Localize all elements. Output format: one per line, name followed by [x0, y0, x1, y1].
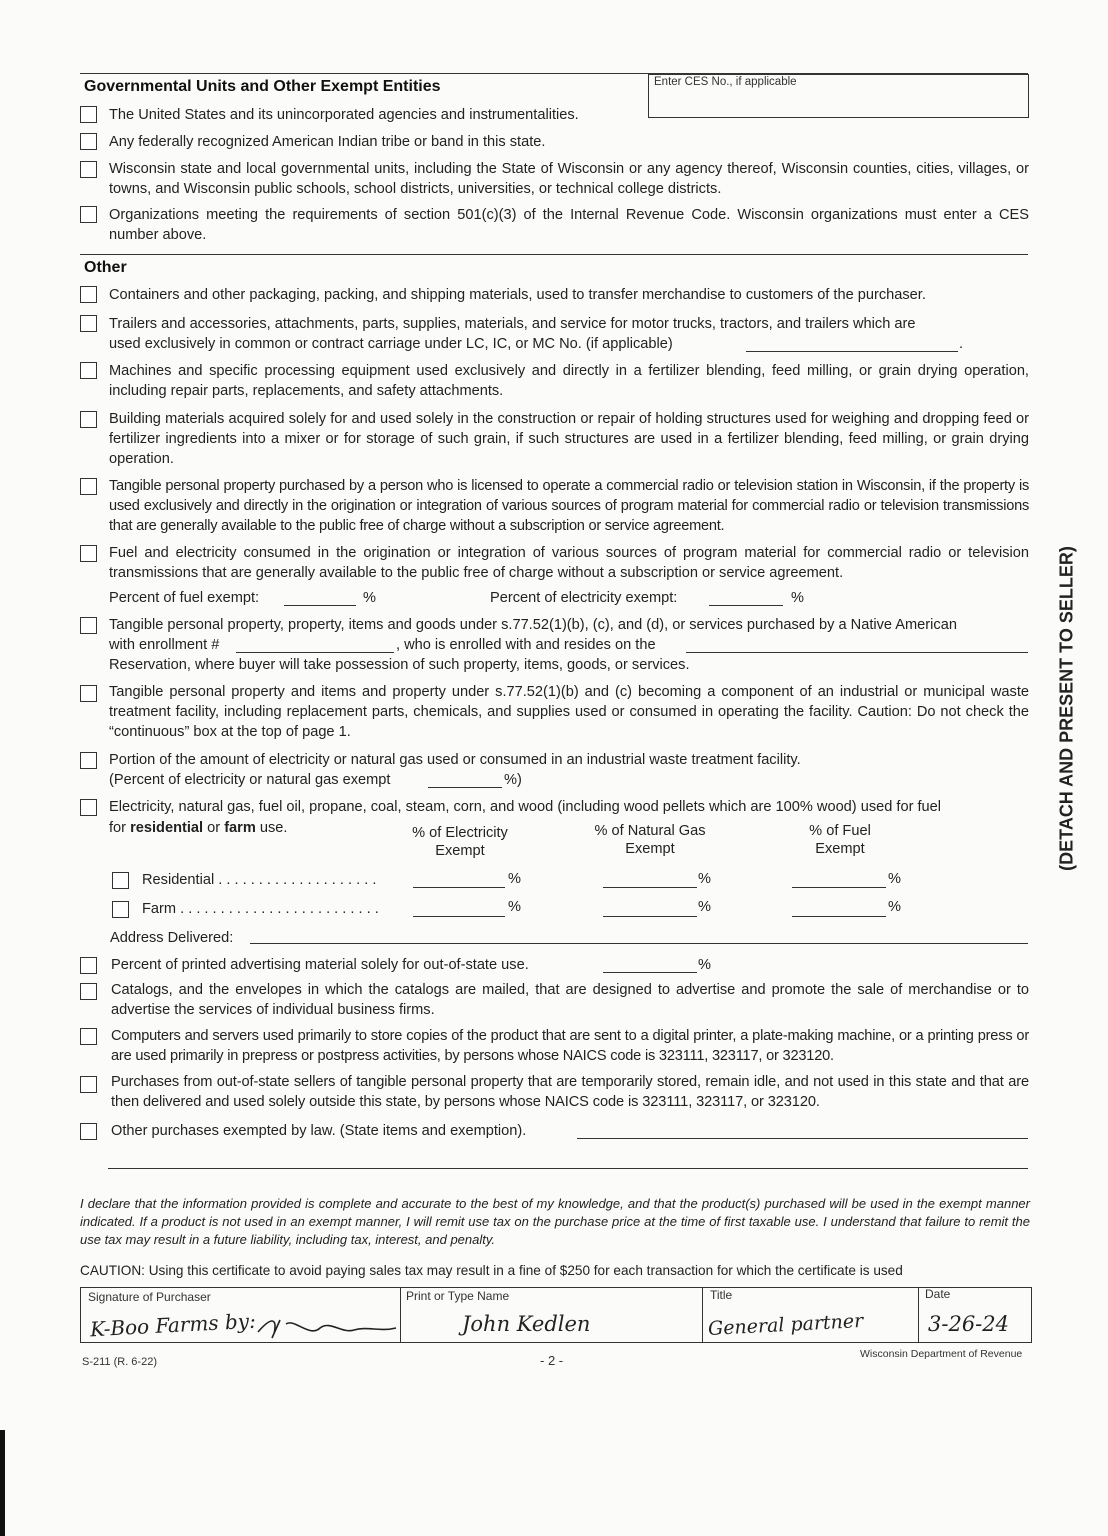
signature-scribble	[250, 1310, 400, 1342]
other-purchases-checkbox[interactable]	[80, 1123, 97, 1140]
pct-sign: %	[698, 957, 711, 973]
mc-number-field[interactable]	[746, 351, 958, 352]
portion-pct-field[interactable]	[428, 787, 502, 788]
printed-advertising-label: Percent of printed advertising material solely for out-of-state use.	[111, 957, 529, 973]
building-materials-checkbox[interactable]	[80, 411, 97, 428]
indian-tribe-checkbox[interactable]	[80, 133, 97, 150]
pct-sign: %	[888, 871, 901, 887]
native-american-label-line3: Reservation, where buyer will take possession of such property, items, goods, or services.	[109, 657, 690, 673]
title-value[interactable]: General partner	[707, 1309, 864, 1341]
native-american-label-line2a: with enrollment #	[109, 637, 220, 653]
portion-label-line2a: (Percent of electricity or natural gas exempt	[109, 772, 391, 788]
farm-checkbox[interactable]	[112, 901, 129, 918]
building-materials-label: Building materials acquired solely for and used solely in the construction or repair of holding structures used for weighing and dropping feed or fertilizer ingredients into a mixer or for storage of such grain, if such structures are used in a fertilizer blending, feed milling, or grain drying operation.	[109, 411, 1029, 467]
ces-number-box[interactable]	[648, 74, 1029, 118]
detach-present-to-seller-text: (DETACH AND PRESENT TO SELLER)	[1056, 546, 1077, 871]
declaration-text: I declare that the information provided is complete and accurate to the best of my knowledge, and that the product(s) purchased will be used in the exempt manner indicated. If a product is not used in an exempt manner, I will remit use tax on the purchase price at the time of first taxable use. I understand that failure to remit the use tax may result in a future liability, including tax, interest, and penalty.	[80, 1196, 1030, 1247]
portion-label-line1: Portion of the amount of electricity or natural gas used or consumed in an industrial waste treatment facility.	[109, 752, 801, 768]
col-electricity-header: % of Electricity Exempt	[412, 825, 508, 859]
section-heading-other: Other	[84, 259, 127, 276]
fuel-electricity-label: Fuel and electricity consumed in the origination or integration of various sources of program material for commercial radio or television transmissions that are generally available to the public free of charge without a subscription or service agreement.	[109, 545, 1029, 581]
out-of-state-purchases-label: Purchases from out-of-state sellers of tangible personal property that are temporarily stored, remain idle, and not used in this state and that are then delivered and used solely outside this state, by persons whose NAICS code is 323111, 323117, or 323120.	[111, 1074, 1029, 1110]
us-agencies-label: The United States and its unincorporated agencies and instrumentalities.	[109, 107, 579, 123]
residential-farm-label-line2: for residential or farm use.	[109, 820, 288, 836]
us-agencies-checkbox[interactable]	[80, 106, 97, 123]
waste-treatment-label: Tangible personal property and items and property under s.77.52(1)(b) and (c) becoming a component of an industrial or municipal waste treatment facility, including replacement parts, chemicals, and supplies used or consumed in operating the facility. Caution: Do not check the “continuous” box at the top of page 1.	[109, 684, 1029, 740]
radio-property-label: Tangible personal property purchased by a person who is licensed to operate a commercial radio or television station in Wisconsin, if the property is used exclusively and directly in the origination or integration of various sources of program material for commercial radio or television transmissions that are generally available to the public free of charge without a subscription or service agreement.	[109, 478, 1029, 534]
containers-checkbox[interactable]	[80, 286, 97, 303]
address-delivered-field[interactable]	[250, 943, 1028, 944]
501c3-label: Organizations meeting the requirements of section 501(c)(3) of the Internal Revenue Code. Wisconsin organizations must enter a CES number above.	[109, 207, 1029, 243]
pct-sign: %	[698, 871, 711, 887]
fuel-pct-field[interactable]	[284, 605, 356, 606]
fuel-pct-label: Percent of fuel exempt:	[109, 590, 260, 606]
name-value[interactable]: John Kedlen	[462, 1312, 591, 1336]
other-purchases-field[interactable]	[577, 1138, 1028, 1139]
pct-sign: %	[508, 871, 521, 887]
farm-fuel-field[interactable]	[792, 916, 886, 917]
scan-edge	[0, 1430, 5, 1536]
computers-servers-label: Computers and servers used primarily to store copies of the product that are sent to a digital printer, a plate-making machine, or a printing press or are used primarily in prepress or postpress activities, by persons whose NAICS code is 323111, 323117, or 323120.	[111, 1028, 1029, 1064]
residential-electricity-field[interactable]	[413, 887, 505, 888]
printed-advertising-checkbox[interactable]	[80, 957, 97, 974]
portion-electricity-checkbox[interactable]	[80, 752, 97, 769]
residential-gas-field[interactable]	[603, 887, 697, 888]
pct-sign: %	[888, 899, 901, 915]
department-name: Wisconsin Department of Revenue	[860, 1348, 1023, 1360]
computers-servers-checkbox[interactable]	[80, 1028, 97, 1045]
address-delivered-label: Address Delivered:	[110, 930, 234, 946]
printed-advertising-pct-field[interactable]	[603, 972, 697, 973]
page-number: - 2 -	[540, 1353, 564, 1368]
fuel-electricity-checkbox[interactable]	[80, 545, 97, 562]
enrollment-number-field[interactable]	[236, 652, 394, 653]
waste-treatment-checkbox[interactable]	[80, 685, 97, 702]
name-label: Print or Type Name	[406, 1289, 510, 1303]
farm-electricity-field[interactable]	[413, 916, 505, 917]
radio-property-checkbox[interactable]	[80, 478, 97, 495]
native-american-label-line1: Tangible personal property, property, items and goods under s.77.52(1)(b), (c), and (d), or services purchased by a Native American	[109, 617, 957, 633]
residential-fuel-field[interactable]	[792, 887, 886, 888]
catalogs-label: Catalogs, and the envelopes in which the catalogs are mailed, that are designed to advertise and promote the sale of merchandise or to advertise the services of individual business firms.	[111, 982, 1029, 1018]
wisconsin-gov-label: Wisconsin state and local governmental units, including the State of Wisconsin or any agency thereof, Wisconsin counties, cities, villages, or towns, and Wisconsin public schools, school districts, universities, or technical college districts.	[109, 161, 1029, 197]
trailers-label-line2: used exclusively in common or contract carriage under LC, IC, or MC No. (if applicable)	[109, 336, 673, 352]
containers-label: Containers and other packaging, packing, and shipping materials, used to transfer merchandise to customers of the purchaser.	[109, 287, 926, 303]
signature-label: Signature of Purchaser	[88, 1290, 211, 1304]
elec-pct-sign: %	[791, 590, 804, 606]
caution-text: CAUTION: Using this certificate to avoid paying sales tax may result in a fine of $250 for each transaction for which the certificate is used	[80, 1263, 903, 1278]
title-label: Title	[710, 1288, 733, 1302]
table-divider	[702, 1287, 703, 1342]
trailers-label-line1: Trailers and accessories, attachments, parts, supplies, materials, and service for motor trucks, tractors, and trailers which are	[109, 316, 916, 332]
farm-label: Farm . . . . . . . . . . . . . . . . . . . . . . . . .	[142, 901, 379, 917]
table-divider	[400, 1287, 401, 1342]
elec-pct-field[interactable]	[709, 605, 783, 606]
section-heading-governmental: Governmental Units and Other Exempt Entities	[84, 78, 441, 95]
portion-label-line2b: %)	[504, 772, 522, 788]
reservation-field[interactable]	[686, 652, 1028, 653]
other-purchases-field-line2[interactable]	[108, 1168, 1028, 1169]
trailers-checkbox[interactable]	[80, 315, 97, 332]
other-purchases-label: Other purchases exempted by law. (State items and exemption).	[111, 1123, 527, 1139]
residential-farm-label-line1: Electricity, natural gas, fuel oil, propane, coal, steam, corn, and wood (including wood pellets which are 100% wood) used for fuel	[109, 799, 942, 815]
out-of-state-purchases-checkbox[interactable]	[80, 1076, 97, 1093]
native-american-checkbox[interactable]	[80, 617, 97, 634]
catalogs-checkbox[interactable]	[80, 983, 97, 1000]
trailers-period: .	[959, 336, 964, 352]
pct-sign: %	[508, 899, 521, 915]
date-value[interactable]: 3-26-24	[928, 1312, 1009, 1336]
col-fuel-header: % of Fuel Exempt	[809, 823, 871, 857]
501c3-checkbox[interactable]	[80, 206, 97, 223]
native-american-label-line2b: , who is enrolled with and resides on the	[396, 637, 656, 653]
indian-tribe-label: Any federally recognized American Indian tribe or band in this state.	[109, 134, 546, 150]
machines-label: Machines and specific processing equipment used exclusively and directly in a fertilizer blending, feed milling, or grain drying operation, including repair parts, replacements, and safety attachments.	[109, 363, 1029, 399]
residential-label: Residential . . . . . . . . . . . . . . . . . . . .	[142, 872, 377, 888]
residential-farm-fuel-checkbox[interactable]	[80, 799, 97, 816]
table-divider	[918, 1287, 919, 1342]
col-natural-gas-header: % of Natural Gas Exempt	[594, 823, 706, 857]
form-number: S-211 (R. 6-22)	[82, 1356, 157, 1368]
other-rule	[80, 254, 1028, 255]
wisconsin-gov-checkbox[interactable]	[80, 161, 97, 178]
residential-checkbox[interactable]	[112, 872, 129, 889]
fuel-pct-sign: %	[363, 590, 376, 606]
machines-checkbox[interactable]	[80, 362, 97, 379]
ces-label: Enter CES No., if applicable	[654, 76, 797, 88]
elec-pct-label: Percent of electricity exempt:	[490, 590, 678, 606]
farm-gas-field[interactable]	[603, 916, 697, 917]
date-label: Date	[925, 1287, 951, 1301]
pct-sign: %	[698, 899, 711, 915]
signature-value[interactable]: K-Boo Farms by:	[89, 1308, 257, 1342]
